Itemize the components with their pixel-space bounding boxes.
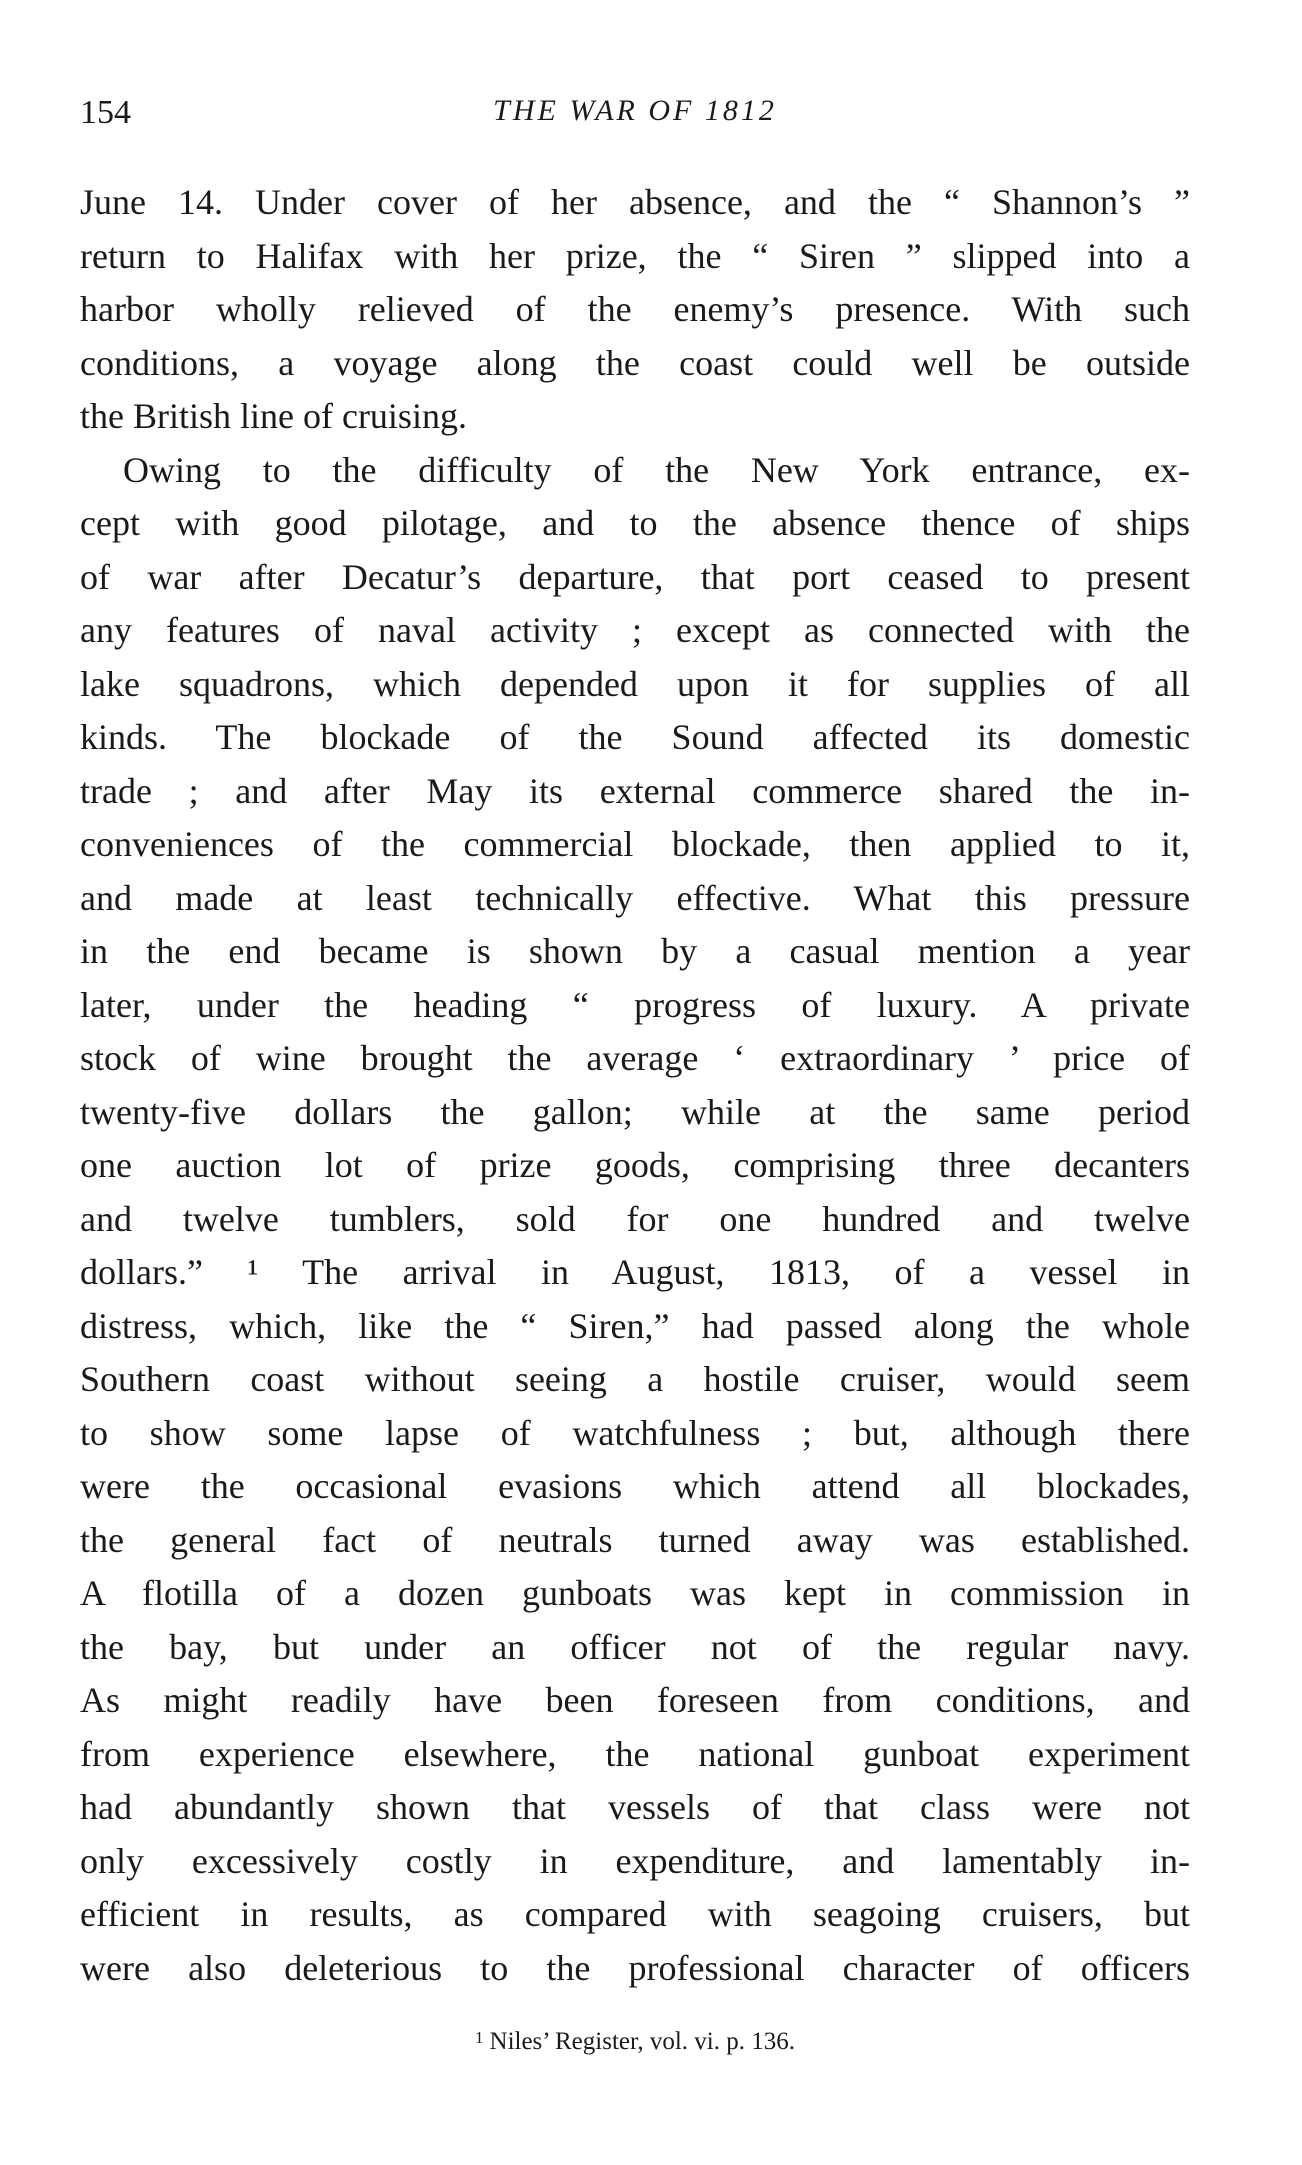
text-line: any features of naval activity ; except as connected with the xyxy=(80,610,1190,650)
footnote-text: Niles’ Register, vol. vi. p. 136. xyxy=(489,2028,795,2055)
text-line: dollars.” ¹ The arrival in August, 1813, of a vessel in xyxy=(80,1252,1190,1292)
body-text xyxy=(80,176,1190,1995)
text-line: distress, which, like the “ Siren,” had passed along the whole xyxy=(80,1305,1190,1346)
text-line: Southern coast without seeing a hostile cruiser, would seem xyxy=(80,1359,1190,1399)
text-line: As might readily have been foreseen from conditions, and xyxy=(80,1680,1190,1720)
text-line: from experience elsewhere, the national gunboat experiment xyxy=(80,1733,1190,1774)
page-number: 154 xyxy=(80,94,131,131)
text-line: cept with good pilotage, and to the absence thence of ships xyxy=(80,503,1190,543)
text-line: lake squadrons, which depended upon it for supplies of all xyxy=(80,663,1190,704)
text-line: harbor wholly relieved of the enemy’s presence. With such xyxy=(80,289,1190,329)
text-line: efficient in results, as compared with seagoing cruisers, but xyxy=(80,1894,1190,1934)
text-line: Owing to the difficulty of the New York entrance, ex- xyxy=(123,449,1190,490)
text-line: the general fact of neutrals turned away was established. xyxy=(80,1519,1190,1560)
text-line: conditions, a voyage along the coast could well be outside xyxy=(80,342,1190,383)
footnote-marker: 1 xyxy=(475,2028,484,2047)
text-line: only excessively costly in expenditure, and lamentably in- xyxy=(80,1840,1190,1881)
text-line: the British line of cruising. xyxy=(80,396,467,436)
text-line: June 14. Under cover of her absence, and the “ Shannon’s ” xyxy=(80,182,1190,222)
text-line: were the occasional evasions which attend all blockades, xyxy=(80,1466,1190,1506)
text-line: return to Halifax with her prize, the “ Siren ” slipped into a xyxy=(80,235,1190,276)
running-head xyxy=(80,94,1190,134)
text-line: trade ; and after May its external commerce shared the in- xyxy=(80,770,1190,811)
text-line: later, under the heading “ progress of luxury. A private xyxy=(80,984,1190,1025)
text-line: and made at least technically effective. What this pressure xyxy=(80,877,1190,918)
text-line: kinds. The blockade of the Sound affected its domestic xyxy=(80,717,1190,757)
running-title: THE WAR OF 1812 xyxy=(493,94,777,127)
text-line: and twelve tumblers, sold for one hundred and twelve xyxy=(80,1198,1190,1239)
text-line: to show some lapse of watchfulness ; but, although there xyxy=(80,1412,1190,1453)
text-line: had abundantly shown that vessels of that class were not xyxy=(80,1787,1190,1827)
text-line: were also deleterious to the professional character of officers xyxy=(80,1947,1190,1988)
text-line: stock of wine brought the average ‘ extraordinary ’ price of xyxy=(80,1038,1190,1078)
footnote xyxy=(80,2028,1190,2056)
text-line: in the end became is shown by a casual mention a year xyxy=(80,931,1190,971)
text-line: the bay, but under an officer not of the regular navy. xyxy=(80,1626,1190,1667)
text-line: conveniences of the commercial blockade, then applied to it, xyxy=(80,824,1190,864)
text-line: twenty-five dollars the gallon; while at the same period xyxy=(80,1091,1190,1132)
text-line: A flotilla of a dozen gunboats was kept in commission in xyxy=(80,1573,1190,1613)
text-line: of war after Decatur’s departure, that port ceased to present xyxy=(80,556,1190,597)
text-line: one auction lot of prize goods, comprising three decanters xyxy=(80,1145,1190,1185)
